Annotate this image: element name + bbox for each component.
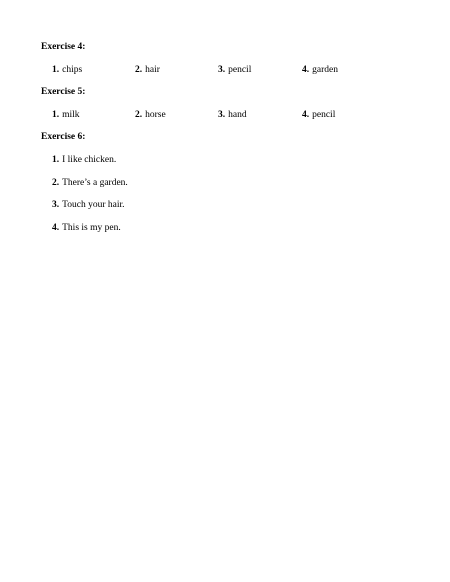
answer-text: pencil [312, 110, 336, 120]
exercise-5-answer-3 [218, 109, 247, 121]
exercise-6-answer-2 [52, 177, 128, 189]
answer-text: milk [62, 110, 80, 120]
answer-text: hair [145, 65, 160, 75]
answer-number: 3. [218, 110, 226, 120]
answer-text: hand [228, 110, 247, 120]
exercise-5-answer-1 [52, 109, 80, 121]
answer-text: This is my pen. [62, 223, 121, 233]
exercise-4-heading: Exercise 4: [41, 42, 86, 52]
answer-number: 4. [302, 65, 310, 75]
answer-text: horse [145, 110, 166, 120]
exercise-4-answer-2 [135, 64, 160, 76]
answer-number: 1. [52, 65, 60, 75]
exercise-4-answer-4 [302, 64, 338, 76]
answer-number: 4. [52, 223, 60, 233]
answer-text: pencil [228, 65, 252, 75]
answer-number: 3. [218, 65, 226, 75]
answer-number: 4. [302, 110, 310, 120]
exercise-6-answer-3 [52, 199, 125, 211]
answer-text: There’s a garden. [62, 178, 128, 188]
answer-number: 2. [52, 178, 60, 188]
exercise-5-answer-2 [135, 109, 166, 121]
answer-text: garden [312, 65, 338, 75]
exercise-5-answers [0, 109, 450, 121]
answer-text: Touch your hair. [62, 200, 125, 210]
exercise-6-answer-1 [52, 154, 116, 166]
answer-number: 3. [52, 200, 60, 210]
exercise-5-heading: Exercise 5: [41, 87, 86, 97]
exercise-6-answer-4 [52, 222, 121, 234]
exercise-6-heading: Exercise 6: [41, 132, 86, 142]
exercise-5-answer-4 [302, 109, 335, 121]
exercise-4-answer-1 [52, 64, 82, 76]
exercise-4-answers [0, 64, 450, 76]
answer-number: 1. [52, 155, 60, 165]
answer-text: chips [62, 65, 83, 75]
answer-number: 2. [135, 110, 143, 120]
answer-number: 2. [135, 65, 143, 75]
exercise-4-answer-3 [218, 64, 251, 76]
answer-number: 1. [52, 110, 60, 120]
answer-text: I like chicken. [62, 155, 117, 165]
